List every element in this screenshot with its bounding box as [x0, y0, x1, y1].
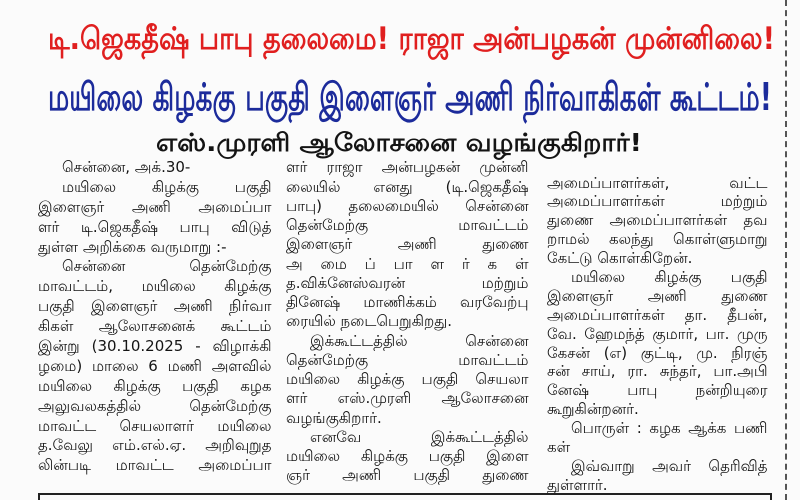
line-text: இளைஞர் அணி அமைப்பா — [38, 197, 272, 216]
article-line — [38, 198, 272, 218]
article-line — [286, 158, 529, 177]
article-line — [286, 409, 529, 428]
article-line — [286, 293, 529, 312]
article-line — [38, 277, 272, 297]
line-text: மயிலை கிழக்கு பகுதி — [571, 267, 768, 286]
article-line — [286, 312, 529, 331]
line-text: பகுதி இளைஞர் அணி நிர்வா — [38, 297, 272, 316]
article-column-3 — [547, 174, 768, 495]
line-text: மயிலை கிழக்கு பகுதி — [62, 177, 272, 196]
line-text: சன் சாய், ரா. சுந்தர், பா.அபி — [547, 362, 768, 381]
line-text: இக்கூட்டத்தில் சென்னை — [310, 331, 529, 350]
line-text: பொருள் : கழக ஆக்க பணி — [571, 419, 768, 438]
line-text: மயிலை கிழக்கு பகுதி கழக — [38, 376, 272, 395]
line-text: தினேஷ் மாணிக்கம் வரவேற்பு — [286, 293, 529, 312]
line-text: பாபு) தலைமையில் சென்னை — [286, 196, 529, 215]
article-line — [547, 362, 768, 381]
article-line — [286, 428, 529, 447]
line-text: கிகள் ஆலோசனைக் கூட்டம் — [38, 317, 272, 336]
article-line — [286, 447, 529, 466]
article-line — [547, 211, 768, 230]
article-line — [38, 238, 272, 258]
article-line — [547, 381, 768, 400]
article-column-2 — [286, 158, 529, 485]
article-line — [286, 466, 529, 485]
line-text: அமைப்பாளர்கள், வட்ட — [547, 173, 768, 192]
line-text: கள் — [547, 437, 571, 456]
kicker-headline — [48, 20, 775, 58]
line-text: துள்ள அறிக்கை வருமாறு :- — [38, 237, 227, 256]
article-line — [547, 249, 768, 268]
article-line — [38, 337, 272, 357]
article-line — [286, 178, 529, 197]
line-text: லையில் எனது (டி.ஜெகதீஷ் — [286, 177, 529, 196]
line-text: ரையில் நடைபெறுகிறது. — [286, 312, 452, 331]
dashed-cut-line — [785, 0, 787, 500]
line-text: மாவட்ட செயலாளர் மயிலை — [38, 416, 272, 435]
article-line — [286, 197, 529, 216]
line-text: த.விக்னேஸ்வரன் மற்றும் — [286, 273, 529, 292]
article-line — [547, 344, 768, 363]
line-text: கேட்டு கொள்கிறேன். — [547, 249, 693, 268]
line-text: தென்மேற்கு மாவட்டம் — [286, 216, 529, 235]
line-text: வே. ஹேமந்த் குமார், பா. முரு — [547, 324, 768, 343]
line-text: இளைஞர் அணி துணை — [286, 235, 529, 254]
article-line — [38, 397, 272, 417]
article-line — [38, 436, 272, 456]
article-line — [38, 317, 272, 337]
article-line — [38, 257, 272, 277]
line-text: எனவே இக்கூட்டத்தில் — [310, 427, 529, 446]
line-text: இவ்வாறு அவர் தெரிவித் — [571, 456, 768, 475]
line-text: சென்னை தென்மேற்கு — [62, 257, 272, 276]
line-text: மாவட்டம், மயிலை கிழக்கு — [38, 277, 272, 296]
article-column-1 — [38, 158, 272, 476]
article-line — [286, 351, 529, 370]
line-text: ழமை) மாலை 6 மணி அளவில் — [38, 356, 272, 375]
article-line — [286, 274, 529, 293]
sub-headline-text: எஸ்.முரளி ஆலோசனை வழங்குகிறார்! — [156, 128, 642, 157]
line-text: துள்ளார். — [547, 475, 608, 494]
article-line — [547, 438, 768, 457]
line-text: கேசன் (எ) குட்டி, மு. நிரஞ் — [547, 343, 768, 362]
line-text: அமைப்பாளர்கள் மற்றும் — [547, 192, 768, 211]
article-line — [38, 377, 272, 397]
article-line — [38, 456, 272, 476]
article-line — [547, 400, 768, 419]
article-line — [547, 287, 768, 306]
line-text: அ மை ப் பா ள ர் க ள் — [286, 254, 529, 273]
article-line — [286, 216, 529, 235]
article-line — [547, 419, 768, 438]
article-line — [286, 389, 529, 408]
article-line — [38, 178, 272, 198]
article-line — [38, 297, 272, 317]
line-text: சென்னை, அக்.30- — [62, 158, 191, 176]
article-line — [286, 332, 529, 351]
line-text: ளர் எஸ்.முரளி ஆலோசனை — [286, 389, 529, 408]
line-text: வழங்குகிறார். — [286, 408, 382, 427]
article-line — [38, 417, 272, 437]
article-line — [547, 457, 768, 476]
article-line — [547, 306, 768, 325]
main-headline-text: மயிலை கிழக்கு பகுதி இளைஞர் அணி நிர்வாகிகள் கூட்டம்! — [48, 75, 772, 119]
article-line — [547, 476, 768, 495]
dateline — [38, 158, 272, 178]
line-text: ளர் டி.ஜெகதீஷ் பாபு விடுத் — [38, 217, 272, 236]
article-line — [547, 174, 768, 193]
line-text: தென்மேற்கு மாவட்டம் — [286, 350, 529, 369]
line-text: றாமல் கலந்து கொள்ளுமாறு — [547, 230, 768, 249]
article-line — [547, 268, 768, 287]
line-text: த.வேலு எம்.எல்.ஏ. அறிவுறுத — [38, 436, 272, 455]
line-text: னேஷ் பாபு நன்றியுரை — [547, 381, 768, 400]
article-line — [286, 235, 529, 254]
kicker-headline-text: டி.ஜெகதீஷ் பாபு தலைமை! ராஜா அன்பழகன் முன்னிலை! — [48, 21, 775, 57]
line-text: மயிலை கிழக்கு பகுதி செயலா — [286, 370, 529, 389]
article-line — [547, 192, 768, 211]
line-text: இன்று (30.10.2025 - விழாக்கி — [38, 337, 272, 356]
article-line — [547, 230, 768, 249]
line-text: ளர் ராஜா அன்பழகன் முன்னி — [286, 158, 529, 177]
line-text: ஞர் அணி பகுதி துணை — [286, 466, 529, 485]
article-line — [547, 325, 768, 344]
article-line — [38, 218, 272, 238]
line-text: மயிலை கிழக்கு பகுதி இளை — [286, 447, 529, 466]
main-headline — [48, 73, 772, 121]
line-text: கூறுகின்றனர். — [547, 400, 639, 419]
line-text: அமைப்பாளர்கள் தா. தீபன், — [547, 305, 768, 324]
article-line — [286, 370, 529, 389]
line-text: இளைஞர் அணி துணை — [547, 286, 768, 305]
line-text: துணை அமைப்பாளர்கள் தவ — [547, 211, 768, 230]
line-text: லின்படி மாவட்ட அமைப்பா — [38, 456, 272, 475]
line-text: அலுவலகத்தில் தென்மேற்கு — [38, 396, 272, 415]
article-line — [38, 357, 272, 377]
sub-headline — [156, 126, 642, 160]
article-line — [286, 255, 529, 274]
next-article-box-border — [38, 493, 772, 500]
